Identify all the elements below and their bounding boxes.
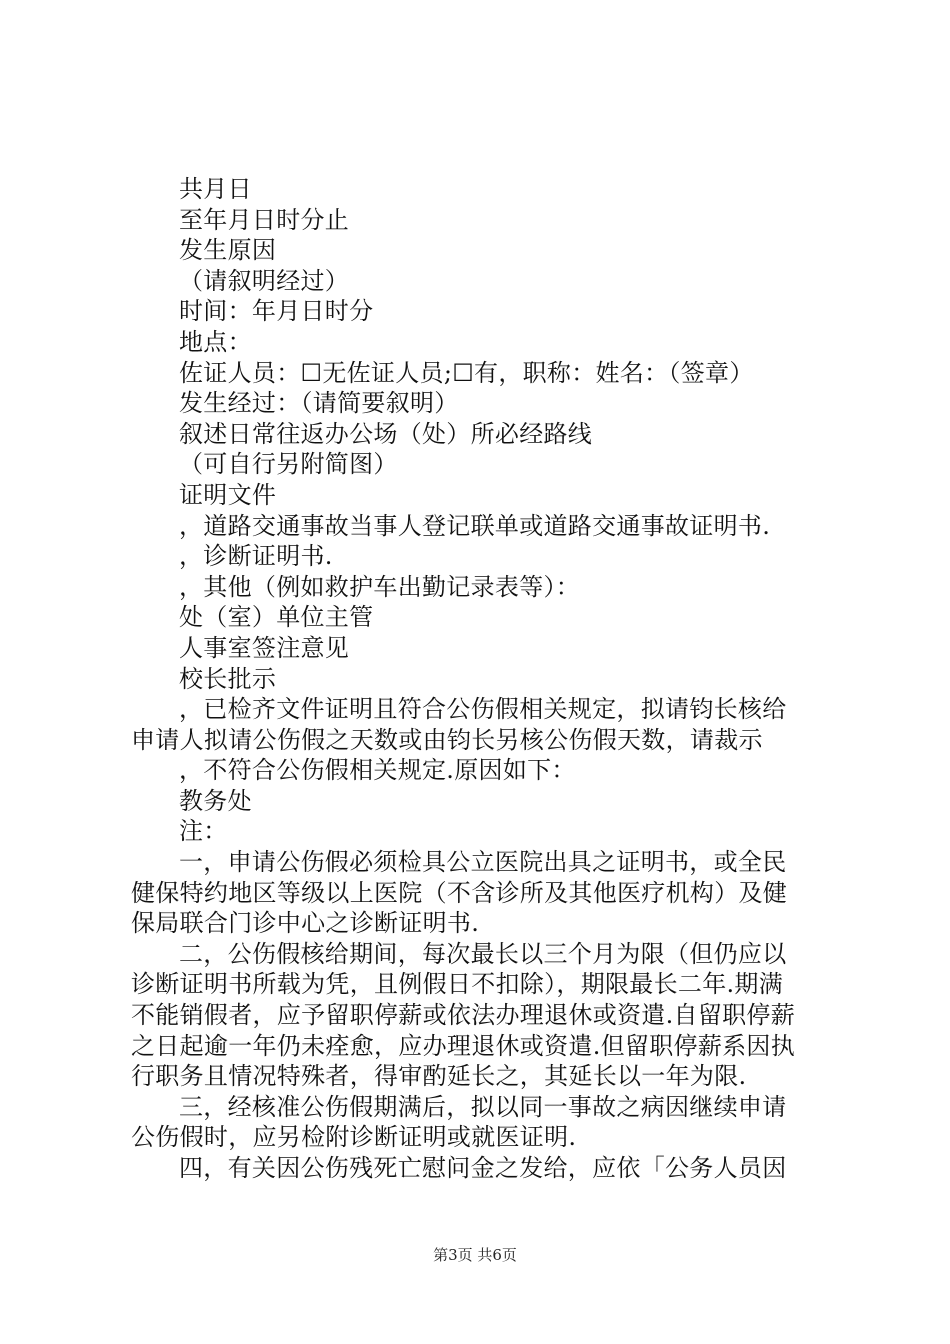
- text-line: 二，公伤假核给期间，每次最长以三个月为限（但仍应以: [179, 939, 787, 968]
- text-line: ，已检齐文件证明且符合公伤假相关规定，拟请钧长核给: [179, 695, 787, 724]
- text-line: 时间：年月日时分: [179, 297, 374, 326]
- text-line: 发生经过：（请简要叙明）: [179, 389, 459, 418]
- text-line: 至年月日时分止: [179, 205, 350, 234]
- text-line: ，诊断证明书.: [179, 542, 333, 571]
- text-line: ，不符合公伤假相关规定.原因如下：: [179, 756, 576, 785]
- text-line: ，其他（例如救护车出勤记录表等）：: [179, 572, 581, 601]
- text-line: 发生原因: [179, 236, 277, 265]
- text-line: 之日起逾一年仍未痊愈，应办理退休或资遣.但留职停薪系因执: [131, 1031, 796, 1060]
- text-line: 不能销假者，应予留职停薪或依法办理退休或资遣.自留职停薪: [131, 1001, 796, 1030]
- page-footer: 第3页 共6页: [433, 1246, 517, 1264]
- text-line: 佐证人员：☐无佐证人员;☐有，职称：姓名：（签章）: [179, 358, 754, 387]
- text-line: 地点：: [179, 327, 252, 356]
- text-line: 共月日: [179, 175, 252, 203]
- text-line: 人事室签注意见: [179, 633, 350, 662]
- text-line: 健保特约地区等级以上医院（不含诊所及其他医疗机构）及健: [131, 878, 788, 907]
- text-line: 四，有关因公伤残死亡慰问金之发给，应依「公务人员因: [179, 1154, 787, 1182]
- text-line: 一，申请公伤假必须检具公立医院出具之证明书，或全民: [179, 848, 787, 877]
- text-line: 注：: [179, 817, 228, 846]
- text-line: 行职务且情况特殊者，得审酌延长之，其延长以一年为限.: [131, 1062, 747, 1091]
- text-line: 叙述日常往返办公场（处）所必经路线: [179, 419, 593, 448]
- text-line: 校长批示: [179, 664, 277, 693]
- text-line: （请叙明经过）: [179, 266, 350, 295]
- document-body: [131, 174, 833, 1184]
- text-line: 申请人拟请公伤假之天数或由钧长另核公伤假天数，请裁示: [131, 725, 763, 754]
- text-line: 处（室）单位主管: [179, 603, 374, 632]
- text-line: ，道路交通事故当事人登记联单或道路交通事故证明书.: [179, 511, 771, 540]
- text-line: 保局联合门诊中心之诊断证明书.: [131, 909, 480, 938]
- text-line: 三，经核准公伤假期满后，拟以同一事故之病因继续申请: [179, 1092, 787, 1121]
- text-line: 公伤假时，应另检附诊断证明或就医证明.: [131, 1123, 577, 1152]
- text-line: 证明文件: [179, 480, 277, 509]
- text-line: 教务处: [179, 786, 252, 815]
- text-line: 诊断证明书所载为凭，且例假日不扣除），期限最长二年.期满: [131, 970, 784, 999]
- text-line: （可自行另附简图）: [179, 450, 398, 479]
